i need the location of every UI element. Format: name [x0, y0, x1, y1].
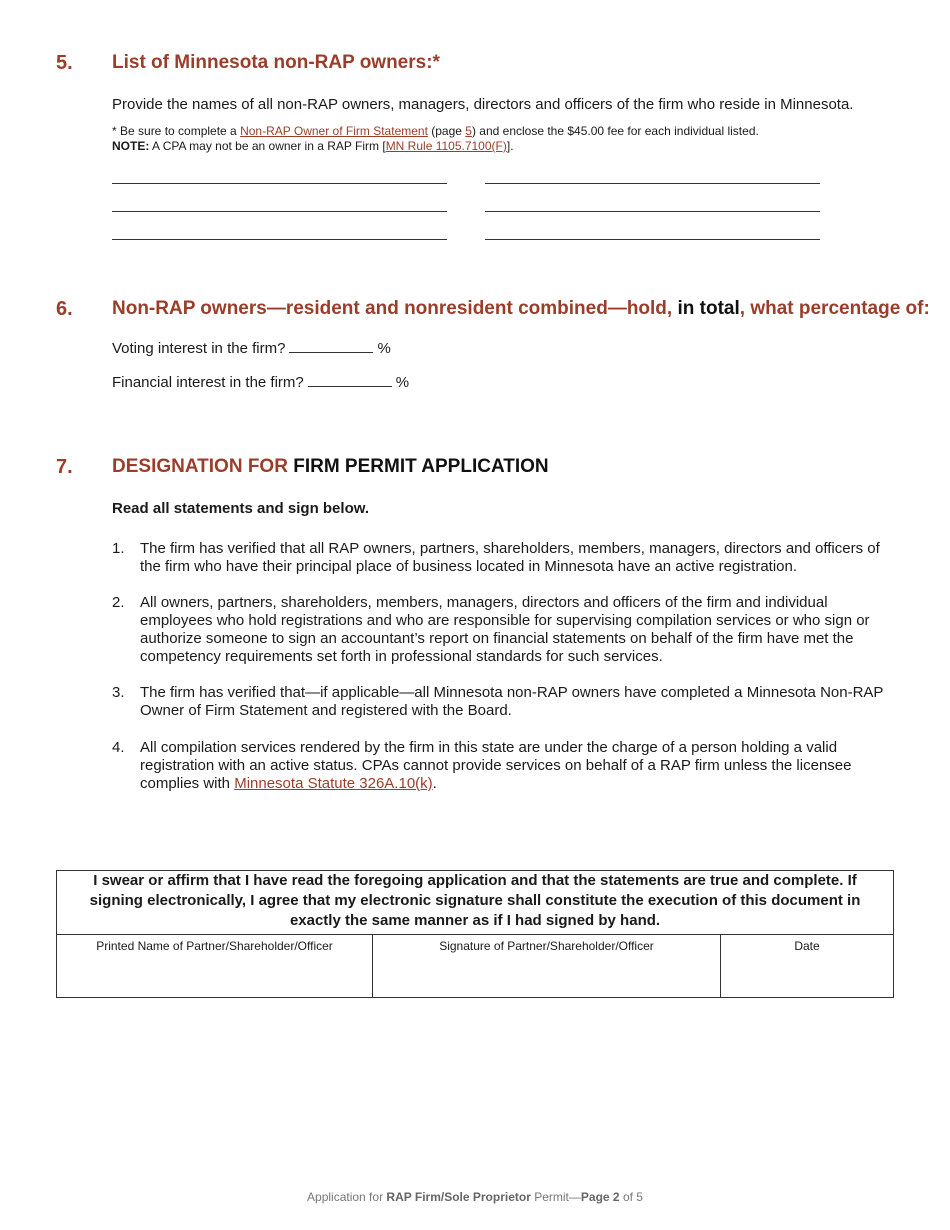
statement-4-end: .	[432, 775, 437, 792]
non-rap-statement-link[interactable]: Non-RAP Owner of Firm Statement	[240, 124, 428, 138]
owner-name-line-1a[interactable]	[112, 183, 447, 184]
section-6-number: 6.	[56, 298, 73, 320]
voting-percent-sign: %	[377, 340, 391, 357]
statement-text-4	[140, 739, 892, 793]
section-5-note	[112, 124, 912, 154]
note-mid: (page	[427, 124, 466, 138]
footer-prefix: Application for	[307, 1190, 387, 1204]
financial-percent-sign: %	[395, 374, 410, 391]
statement-number: 4.	[112, 739, 125, 756]
statement-item	[112, 739, 892, 793]
statement-text: The firm has verified that—if applicable—all Minnesota non-RAP owners have completed a Minnesota Non-RAP Owner of Firm Statement and registered with the Board.	[140, 684, 884, 719]
section-5-number: 5.	[56, 52, 73, 74]
statement-4-body: All compilation services rendered by the firm in this state are under the charge of a person holding a valid registration with an active status. CPAs cannot provide services on behalf of a RAP firm unless the licensee complies with	[140, 739, 852, 792]
section-7-number: 7.	[56, 456, 73, 478]
financial-interest-row	[112, 374, 409, 392]
owner-name-line-3b[interactable]	[485, 239, 820, 240]
section-6-title-part2: in total	[677, 298, 740, 319]
signature-table	[56, 870, 894, 998]
statement-number: 3.	[112, 684, 125, 701]
voting-interest-field[interactable]	[289, 340, 373, 353]
printed-name-cell[interactable]	[57, 935, 372, 997]
footer-suffix: of 5	[619, 1190, 643, 1204]
note2-text: A CPA may not be an owner in a RAP Firm [	[149, 139, 386, 153]
voting-interest-label: Voting interest in the firm?	[112, 340, 286, 357]
owner-name-line-1b[interactable]	[485, 183, 820, 184]
statement-item	[112, 684, 892, 720]
owner-name-line-2b[interactable]	[485, 211, 820, 212]
statement-item	[112, 594, 892, 666]
section-5-title: List of Minnesota non-RAP owners:*	[112, 52, 440, 73]
section-5-instruction: Provide the names of all non-RAP owners, managers, directors and officers of the firm who reside in Minnesota.	[112, 96, 854, 113]
section-7-title-part1: DESIGNATION FOR	[112, 456, 294, 477]
section-6-title	[112, 298, 930, 320]
note2-end: ].	[506, 139, 514, 153]
date-label: Date	[794, 939, 820, 953]
date-cell[interactable]	[720, 935, 893, 997]
signature-label: Signature of Partner/Shareholder/Officer	[439, 939, 654, 953]
footer-form-name: RAP Firm/Sole Proprietor	[386, 1190, 531, 1204]
statement-text: All owners, partners, shareholders, members, managers, directors and officers of the firm and individual employees who hold registrations and who are responsible for supervising compilation services or who sign or authorize someone to sign an accountant’s report on financial statements on behalf of the firm have met the competency requirements set forth in professional standards for such services.	[140, 594, 870, 665]
owner-name-line-2a[interactable]	[112, 211, 447, 212]
signature-cell[interactable]	[372, 935, 720, 997]
footer-mid: Permit—	[530, 1190, 581, 1204]
printed-name-label: Printed Name of Partner/Shareholder/Officer	[96, 939, 333, 953]
section-6-title-part3: , what percentage of:	[739, 298, 930, 319]
financial-interest-label: Financial interest in the firm?	[112, 374, 304, 391]
financial-interest-field[interactable]	[308, 374, 392, 387]
read-statements-label: Read all statements and sign below.	[112, 500, 370, 517]
page-footer	[0, 1190, 950, 1204]
section-7-title-part2: FIRM PERMIT APPLICATION	[293, 456, 549, 477]
section-7-title	[112, 456, 549, 478]
voting-interest-row	[112, 340, 391, 358]
note-prefix: * Be sure to complete a	[112, 124, 241, 138]
section-6-title-part1: Non-RAP owners—resident and nonresident combined—hold,	[112, 298, 678, 319]
signature-row	[57, 935, 893, 997]
statement-number: 1.	[112, 540, 125, 557]
note-label: NOTE:	[112, 139, 150, 153]
note-suffix: ) and enclose the $45.00 fee for each individual listed.	[471, 124, 759, 138]
statement-item	[112, 540, 892, 576]
footer-page: Page 2	[580, 1190, 620, 1204]
statement-text: The firm has verified that all RAP owners, partners, shareholders, members, managers, directors and officers of the firm who have their principal place of business located in Minnesota have an active registration.	[140, 540, 880, 575]
statement-number: 2.	[112, 594, 125, 611]
statute-326a-link[interactable]: Minnesota Statute 326A.10(k)	[234, 775, 433, 792]
affirmation-statement: I swear or affirm that I have read the foregoing application and that the statements are true and complete. If signing electronically, I agree that my electronic signature shall constitute the execution of this document in exactly the same manner as if I had signed by hand.	[57, 871, 893, 935]
page-5-link[interactable]: 5	[465, 124, 472, 138]
mn-rule-link[interactable]: MN Rule 1105.7100(F)	[385, 139, 507, 153]
owner-name-line-3a[interactable]	[112, 239, 447, 240]
